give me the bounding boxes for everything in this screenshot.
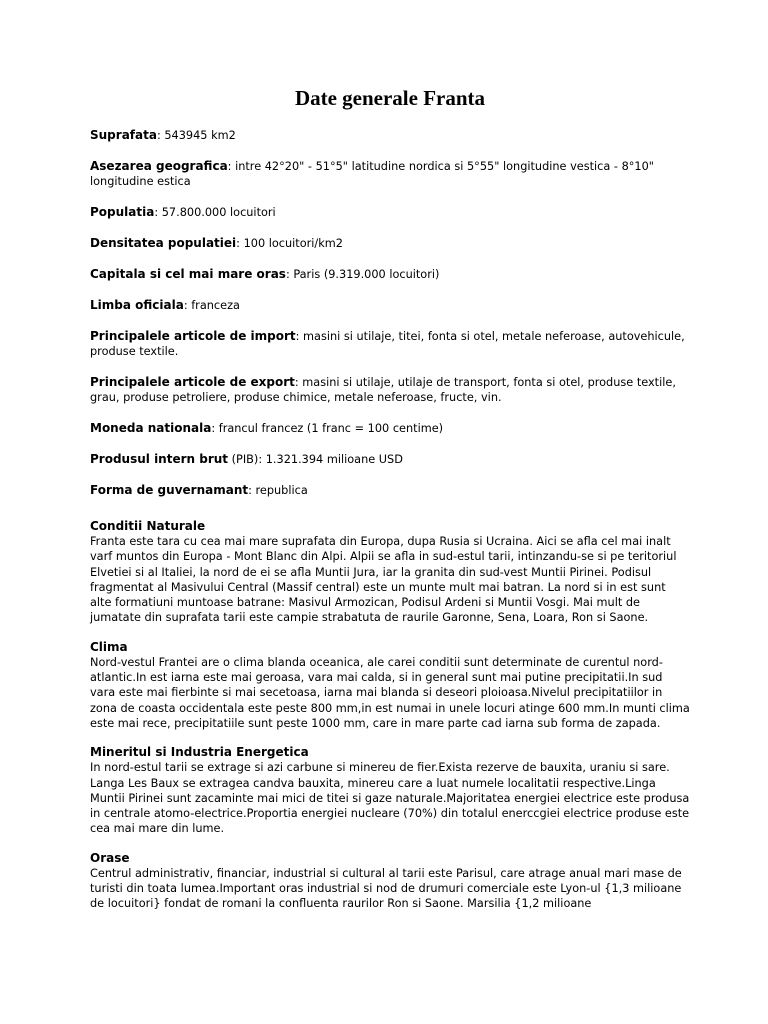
field-label: Capitala si cel mai mare oras <box>90 267 286 281</box>
field-densitatea-populatiei <box>90 236 690 251</box>
field-value: : Paris (9.319.000 locuitori) <box>285 268 440 281</box>
field-limba-oficiala <box>90 298 690 313</box>
field-value: : republica <box>248 484 308 497</box>
field-value: : 100 locuitori/km2 <box>236 237 343 250</box>
field-label: Forma de guvernamant <box>90 483 249 497</box>
field-moneda-nationala <box>90 421 690 436</box>
field-value: : masini si utilaje, titei, fonta si otel, metale neferoase, autovehicule, produse textile. <box>90 330 685 358</box>
section-text: Nord-vestul Frantei are o clima blanda oceanica, ale carei conditii sunt determinate de curentul nord-atlantic.In est iarna este mai geroasa, vara mai calda, si in general sunt mai putine precipitatii.In sud vara este mai fierbinte si mai secetoasa, iarna mai blanda si deseori ploioasa.Nivelul precipitatiilor in zona de coasta occidentala este peste 800 mm,in est numai in unele locuri atinge 600 mm.In munti clima este mai rece, precipitatiile sunt peste 1000 mm, care in mare parte cad iarna sub forma de zapada. <box>90 655 690 730</box>
field-export <box>90 375 690 405</box>
field-label: Principalele articole de import <box>90 329 296 343</box>
field-value: : 543945 km2 <box>156 129 236 142</box>
field-value: : francul francez (1 franc = 100 centime) <box>211 422 444 435</box>
field-populatia <box>90 205 690 220</box>
section-text: Franta este tara cu cea mai mare suprafata din Europa, dupa Rusia si Ucraina. Aici se afla cel mai inalt varf muntos din Europa - Mont Blanc din Alpi. Alpii se afla in sud-estul tarii, intinzandu-se si pe teritoriul Elvetiei si al Italiei, la nord de ei se afla Muntii Jura, iar la granita din sud-vest Muntii Pirinei. Podisul fragmentat al Masivului Central (Massif central) este un munte mult mai batran. La nord si in est sunt alte formatiuni muntoase batrane: Masivul Armozican, Podisul Ardeni si Muntii Vosgi. Mai mult de jumatate din suprafata tarii este campie strabatuta de raurile Garonne, Sena, Loara, Ron si Saone. <box>90 535 677 625</box>
field-label: Principalele articole de export <box>90 375 295 389</box>
section-conditii-naturale <box>90 519 690 626</box>
section-heading: Conditii Naturale <box>90 519 206 533</box>
section-minerit <box>90 745 690 836</box>
field-value: (PIB): 1.321.394 milioane USD <box>228 453 403 466</box>
section-heading: Orase <box>90 850 130 865</box>
section-text: Centrul administrativ, financiar, industrial si cultural al tarii este Parisul, care atrage anual mari mase de turisti din toata lumea.Important oras industrial si nod de drumuri comerciale este Lyon-ul {1,3 milioane de locuitori} fondat de romani la confluenta raurilor Ron si Saone. Marsilia {1,2 milioane <box>90 866 682 911</box>
field-capitala <box>90 267 690 282</box>
field-value: : franceza <box>183 299 240 312</box>
section-heading: Mineritul si Industria Energetica <box>90 745 309 760</box>
field-pib <box>90 452 690 467</box>
field-suprafata <box>90 128 690 143</box>
field-forma-de-guvernamant <box>90 483 690 498</box>
field-label: Produsul intern brut <box>90 452 229 466</box>
field-import <box>90 329 690 359</box>
page-title: Date generale Franta <box>294 86 486 110</box>
sections <box>90 519 690 926</box>
field-label: Suprafata <box>90 128 157 142</box>
field-value: : intre 42°20" - 51°5" latitudine nordica si 5°55" longitudine vestica - 8°10" longitudine estica <box>90 160 654 188</box>
section-heading: Clima <box>90 639 128 654</box>
field-value: : masini si utilaje, utilaje de transport, fonta si otel, produse textile, grau, produse petroliere, produse chimice, metale neferoase, fructe, vin. <box>90 376 676 404</box>
general-data-list <box>90 128 690 514</box>
section-clima <box>90 640 690 731</box>
field-label: Densitatea populatiei <box>90 236 237 250</box>
field-label: Populatia <box>90 205 155 219</box>
section-orase <box>90 851 690 912</box>
field-label: Asezarea geografica <box>90 159 228 173</box>
field-value: : 57.800.000 locuitori <box>154 206 276 219</box>
field-label: Moneda nationala <box>90 421 212 435</box>
section-text: In nord-estul tarii se extrage si azi carbune si minereu de fier.Exista rezerve de bauxita, uraniu si sare. Langa Les Baux se extragea candva bauxita, minereu care a luat numele localitatii respective.Linga Muntii Pirinei sunt zacaminte mai mici de titei si gaze naturale.Majoritatea energiei electrice este produsa in centrale atomo-electrice.Proportia energiei nucleare (70%) din totalul enerccgiei electrice produse este cea mai mare din lume. <box>90 761 690 836</box>
field-label: Limba oficiala <box>90 298 184 312</box>
field-asezarea-geografica <box>90 159 690 189</box>
